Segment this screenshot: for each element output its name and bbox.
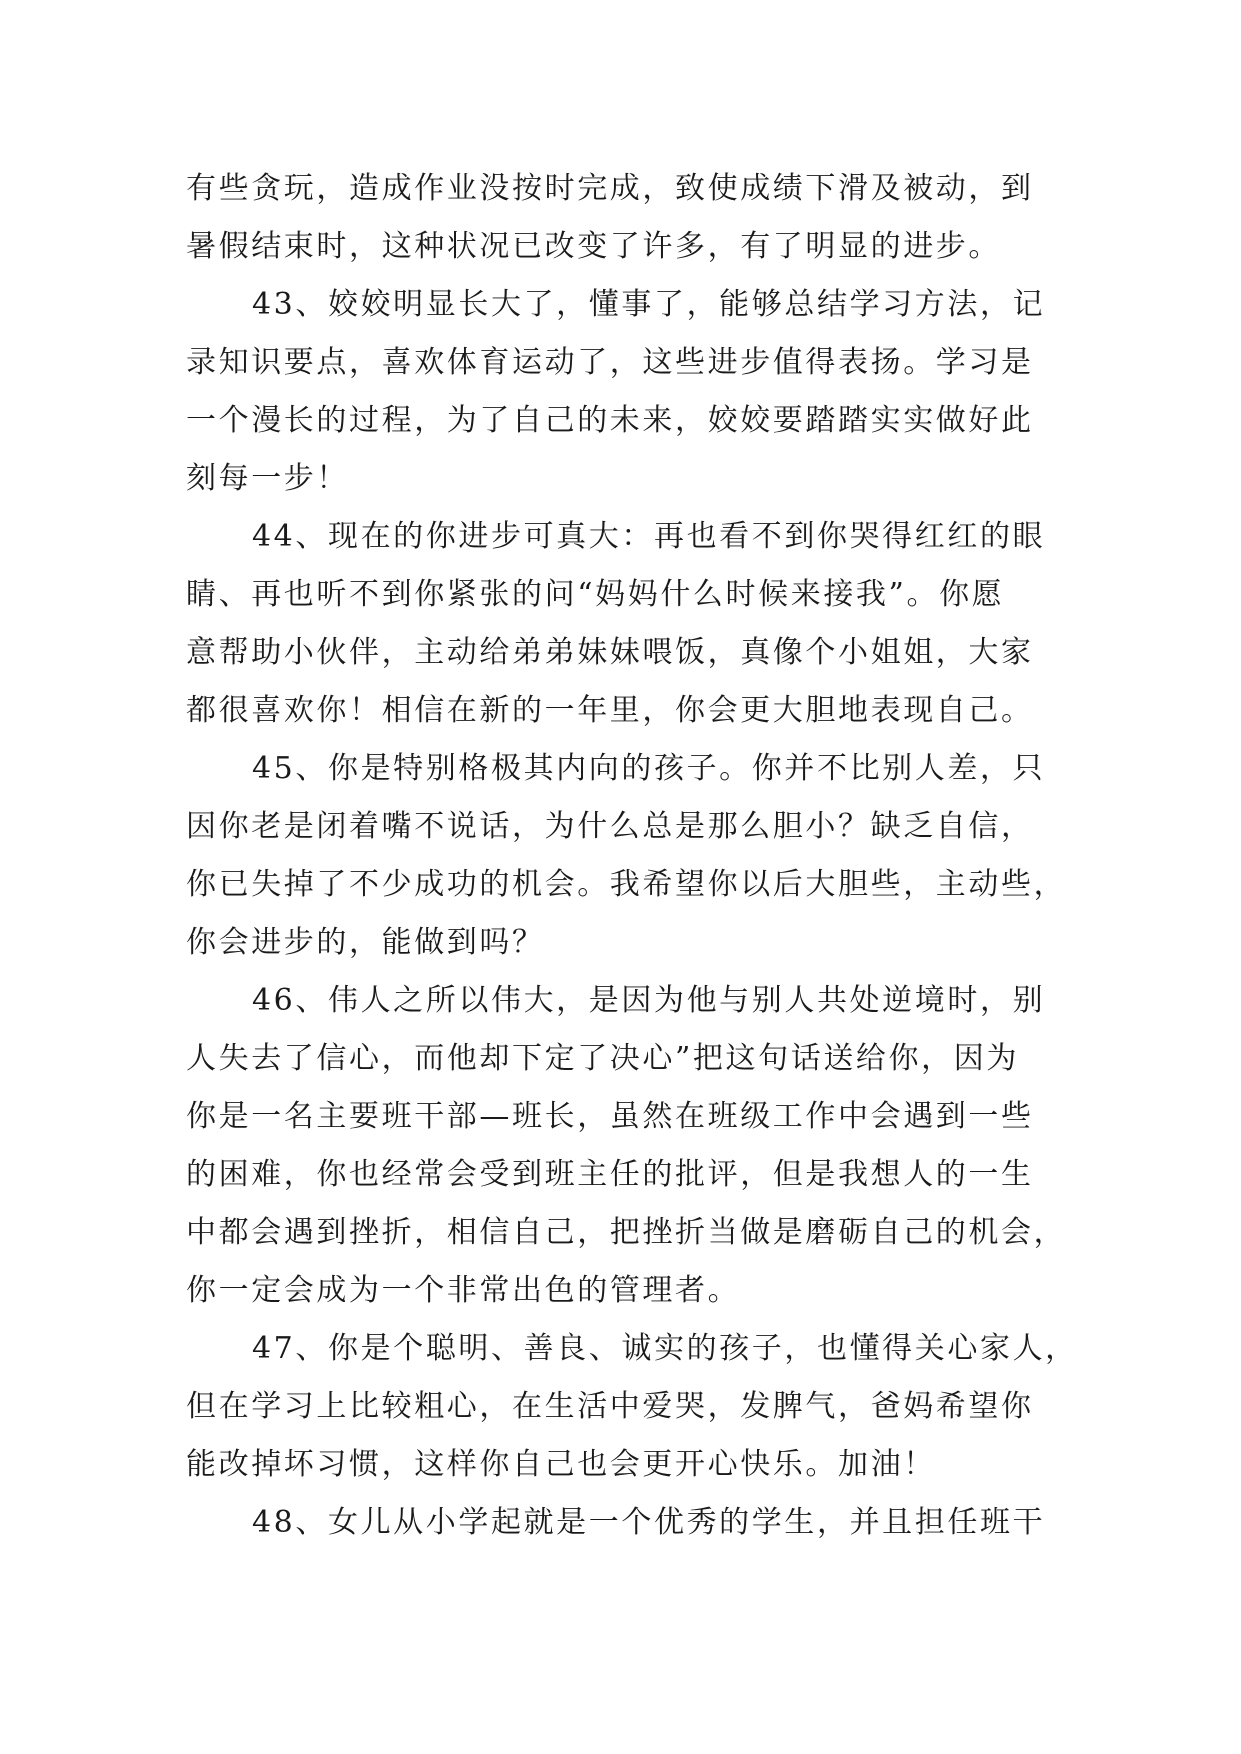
text-line: 因你老是闭着嘴不说话，为什么总是那么胆小？缺乏自信， [186, 809, 1034, 844]
text-line: 睛、再也听不到你紧张的问“妈妈什么时候来接我”。你愿 [186, 577, 1005, 612]
paragraph-start-47: 47、你是个聪明、善良、诚实的孩子，也懂得关心家人， [252, 1331, 1078, 1366]
text-line: 有些贪玩，造成作业没按时完成，致使成绩下滑及被动，到 [186, 171, 1034, 206]
text-line: 意帮助小伙伴，主动给弟弟妹妹喂饭，真像个小姐姐，大家 [186, 635, 1034, 670]
text-line: 暑假结束时，这种状况已改变了许多，有了明显的进步。 [186, 229, 1001, 264]
paragraph-start-48: 48、女儿从小学起就是一个优秀的学生，并且担任班干 [252, 1505, 1046, 1540]
text-line: 能改掉坏习惯，这样你自己也会更开心快乐。加油！ [186, 1447, 936, 1482]
text-line: 的困难，你也经常会受到班主任的批评，但是我想人的一生 [186, 1157, 1034, 1192]
text-line: 你已失掉了不少成功的机会。我希望你以后大胆些，主动些， [186, 867, 1067, 902]
text-line: 你会进步的，能做到吗？ [186, 925, 545, 960]
paragraph-start-45: 45、你是特别格极其内向的孩子。你并不比别人差，只 [252, 751, 1046, 786]
text-line: 都很喜欢你！相信在新的一年里，你会更大胆地表现自己。 [186, 693, 1034, 728]
text-line: 但在学习上比较粗心，在生活中爱哭，发脾气，爸妈希望你 [186, 1389, 1034, 1424]
text-line: 中都会遇到挫折，相信自己，把挫折当做是磨砺自己的机会， [186, 1215, 1067, 1250]
text-line: 你是一名主要班干部—班长，虽然在班级工作中会遇到一些 [186, 1099, 1034, 1134]
text-line: 一个漫长的过程，为了自己的未来，姣姣要踏踏实实做好此 [186, 403, 1034, 438]
text-line: 你一定会成为一个非常出色的管理者。 [186, 1273, 741, 1308]
text-line: 录知识要点，喜欢体育运动了，这些进步值得表扬。学习是 [186, 345, 1034, 380]
document-body [186, 160, 1086, 1552]
paragraph-start-44: 44、现在的你进步可真大：再也看不到你哭得红红的眼 [252, 519, 1046, 554]
text-line: 人失去了信心，而他却下定了决心”把这句话送给你，因为 [186, 1041, 1019, 1076]
paragraph-start-46: 46、伟人之所以伟大，是因为他与别人共处逆境时，别 [252, 983, 1046, 1018]
paragraph-start-43: 43、姣姣明显长大了，懂事了，能够总结学习方法，记 [252, 287, 1046, 322]
text-line: 刻每一步！ [186, 461, 349, 496]
